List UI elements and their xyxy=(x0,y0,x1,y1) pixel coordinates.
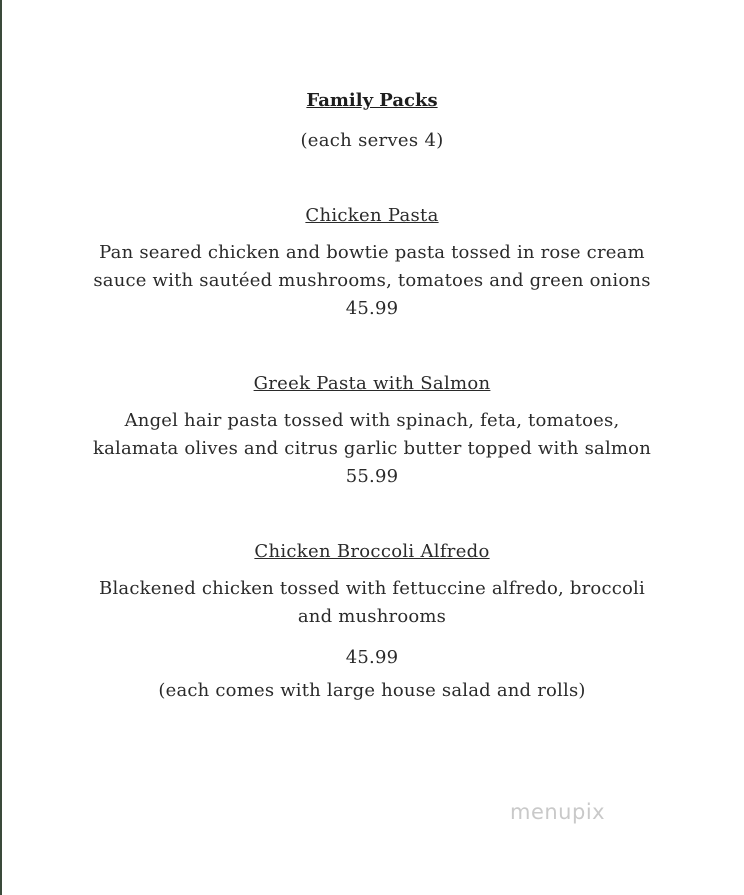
item-description-chicken-pasta: Pan seared chicken and bowtie pasta tossed in rose cream sauce with sautéed mushrooms, tomatoes and green onions 45.99 xyxy=(93,242,651,319)
menupix-watermark: menupix xyxy=(510,800,606,824)
item-name-greek-pasta-salmon: Greek Pasta with Salmon xyxy=(253,373,491,394)
item-name-chicken-broccoli-alfredo: Chicken Broccoli Alfredo xyxy=(254,541,490,562)
item-description-chicken-broccoli-alfredo: Blackened chicken tossed with fettuccine alfredo, broccoli and mushrooms xyxy=(99,578,645,627)
menu-title: Family Packs xyxy=(306,90,438,111)
menu-footer-note: (each comes with large house salad and rolls) xyxy=(158,680,586,701)
item-price-chicken-broccoli-alfredo: 45.99 xyxy=(345,647,399,668)
menu-subtitle: (each serves 4) xyxy=(300,130,444,151)
item-name-chicken-pasta: Chicken Pasta xyxy=(305,205,439,226)
item-description-greek-pasta-salmon: Angel hair pasta tossed with spinach, feta, tomatoes, kalamata olives and citrus garlic butter topped with salmon 55.99 xyxy=(92,410,652,487)
